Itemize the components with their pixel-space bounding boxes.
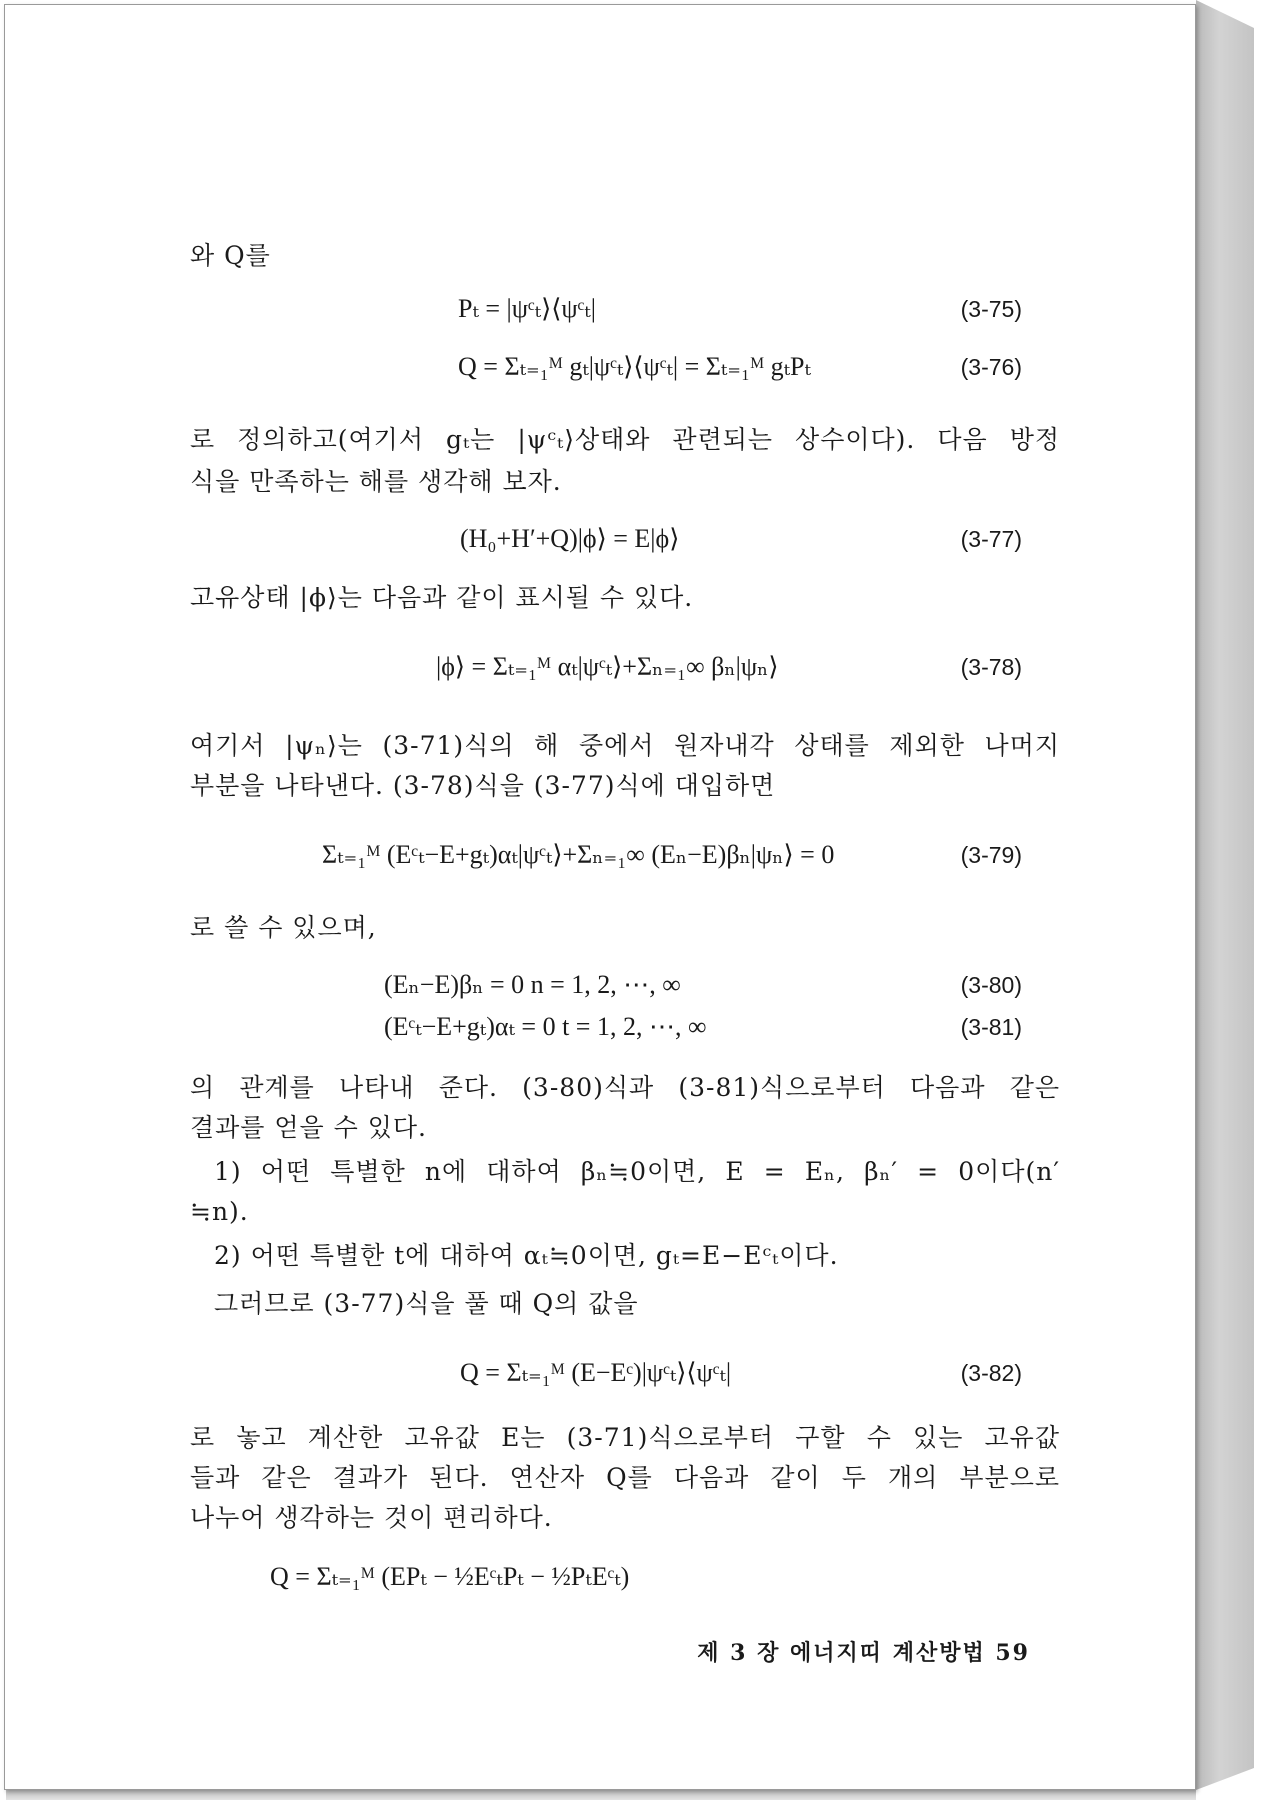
equation-number-3-80: (3-80) <box>960 972 1022 998</box>
equation-number-3-82: (3-82) <box>960 1360 1022 1386</box>
page-footer: 제 3 장 에너지띠 계산방법 59 <box>697 1640 1030 1666</box>
text-line-9: 결과를 얻을 수 있다. <box>190 1113 427 1142</box>
equation-3-76: Q = Σₜ₌₁ᴹ gₜ|ψᶜₜ⟩⟨ψᶜₜ| = Σₜ₌₁ᴹ gₜPₜ <box>458 352 811 381</box>
page-bottom-edge <box>6 1790 1196 1800</box>
text-line-8: 의 관계를 나타내 준다. (3-80)식과 (3-81)식으로부터 다음과 같은 <box>190 1073 1060 1102</box>
equation-number-3-79: (3-79) <box>960 842 1022 868</box>
equation-number-3-76: (3-76) <box>960 354 1022 380</box>
text-line-5: 여기서 |ψₙ⟩는 (3-71)식의 해 중에서 원자내각 상태를 제외한 나머지 <box>190 731 1060 760</box>
equation-3-80: (Eₙ−E)βₙ = 0 n = 1, 2, ⋯, ∞ <box>384 970 681 999</box>
text-line-3: 식을 만족하는 해를 생각해 보자. <box>190 467 562 496</box>
text-line-13: 그러므로 (3-77)식을 풀 때 Q의 값을 <box>214 1289 639 1318</box>
equation-3-75: Pₜ = |ψᶜₜ⟩⟨ψᶜₜ| <box>458 294 596 323</box>
text-line-6: 부분을 나타낸다. (3-78)식을 (3-77)식에 대입하면 <box>190 771 776 800</box>
equation-3-79: Σₜ₌₁ᴹ (Eᶜₜ−E+gₜ)αₜ|ψᶜₜ⟩+Σₙ₌₁∞ (Eₙ−E)βₙ|ψₙ⟩ = 0 <box>322 840 835 869</box>
equation-3-82: Q = Σₜ₌₁ᴹ (E−Eᶜ)|ψᶜₜ⟩⟨ψᶜₜ| <box>460 1358 732 1387</box>
equation-number-3-77: (3-77) <box>960 526 1022 552</box>
equation-q-split: Q = Σₜ₌₁ᴹ (EPₜ − ½EᶜₜPₜ − ½PₜEᶜₜ) <box>270 1562 630 1591</box>
equation-number-3-81: (3-81) <box>960 1014 1022 1040</box>
equation-3-81: (Eᶜₜ−E+gₜ)αₜ = 0 t = 1, 2, ⋯, ∞ <box>384 1012 707 1041</box>
equation-3-78: |ϕ⟩ = Σₜ₌₁ᴹ αₜ|ψᶜₜ⟩+Σₙ₌₁∞ βₙ|ψₙ⟩ <box>436 652 779 681</box>
text-line-11: ≒n). <box>190 1197 249 1226</box>
text-line-2: 로 정의하고(여기서 gₜ는 |ψᶜₜ⟩상태와 관련되는 상수이다). 다음 방정 <box>190 425 1060 454</box>
equation-3-77: (H₀+H′+Q)|ϕ⟩ = E|ϕ⟩ <box>460 524 680 553</box>
page-edge <box>1196 0 1254 1790</box>
equation-number-3-75: (3-75) <box>960 296 1022 322</box>
text-line-14: 로 놓고 계산한 고유값 E는 (3-71)식으로부터 구할 수 있는 고유값 <box>190 1423 1060 1452</box>
text-line-15: 들과 같은 결과가 된다. 연산자 Q를 다음과 같이 두 개의 부분으로 <box>190 1463 1060 1492</box>
equation-number-3-78: (3-78) <box>960 654 1022 680</box>
text-line-12: 2) 어떤 특별한 t에 대하여 αₜ≒0이면, gₜ=E−Eᶜₜ이다. <box>214 1241 839 1270</box>
text-line-1: 와 Q를 <box>190 241 271 270</box>
text-line-7: 로 쓸 수 있으며, <box>190 913 377 942</box>
text-line-16: 나누어 생각하는 것이 편리하다. <box>190 1503 553 1532</box>
text-line-4: 고유상태 |ϕ⟩는 다음과 같이 표시될 수 있다. <box>190 583 694 612</box>
text-line-10: 1) 어떤 특별한 n에 대하여 βₙ≒0이면, E = Eₙ, βₙ′ = 0이다(n′ <box>214 1157 1060 1186</box>
